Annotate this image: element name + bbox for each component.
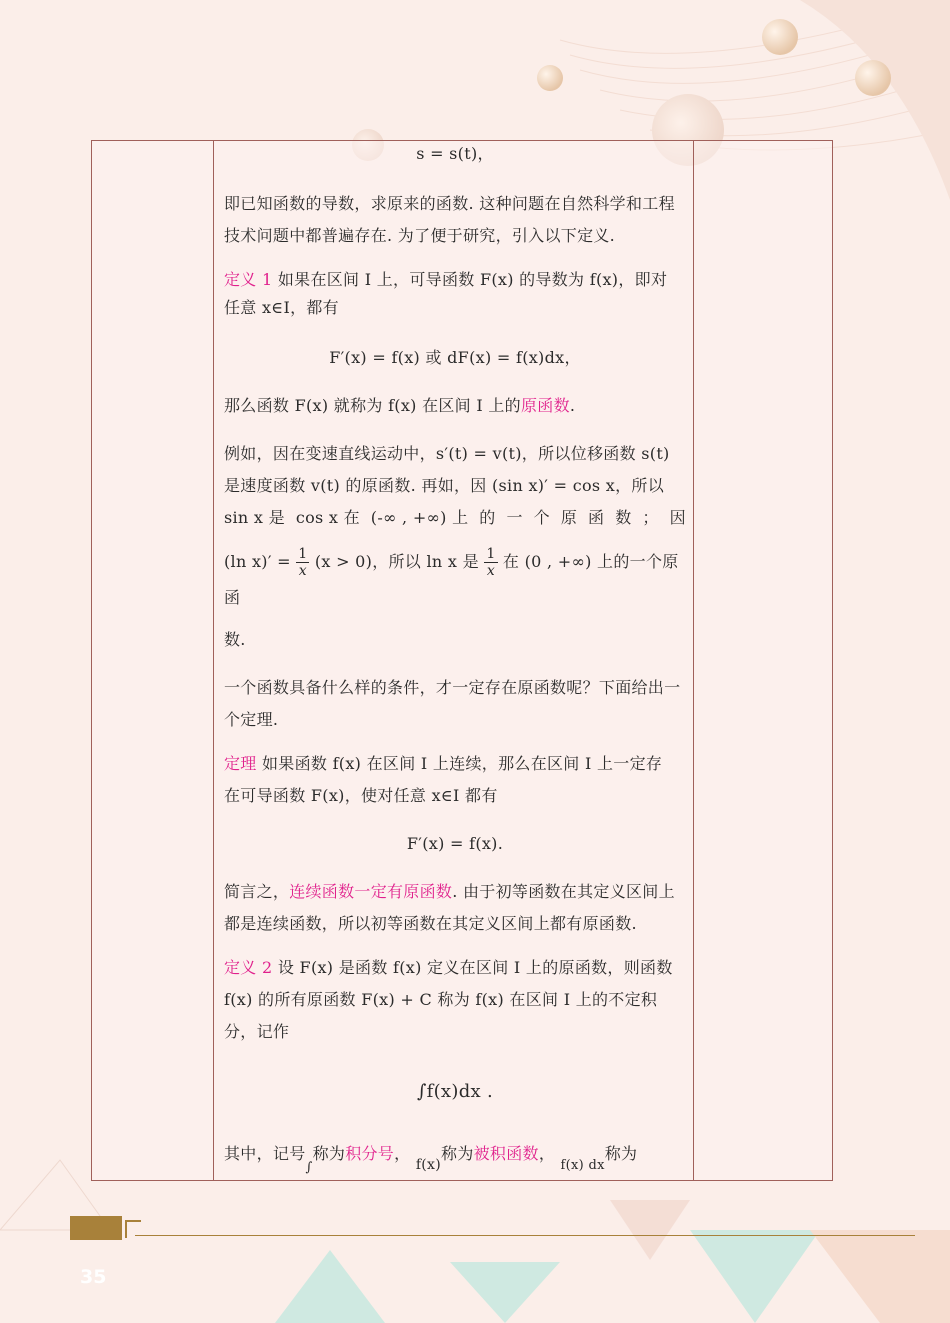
definition-2-line1: [224, 952, 686, 984]
definition-2-line3: 分，记作: [224, 1022, 290, 1041]
notation-text: ，: [394, 1144, 411, 1163]
integral-symbol: ∫: [305, 1160, 313, 1175]
example-line3-part: ；: [642, 508, 659, 527]
example-line2: 是速度函数 v(t) 的原函数. 再如，因 (sin x)′ = cos x，所以: [224, 476, 665, 495]
fraction-one-over-x-2: [484, 546, 497, 579]
main-content: [224, 140, 686, 1184]
example-line3-part: 原: [560, 508, 578, 527]
fraction-denominator: x: [298, 563, 307, 579]
fraction-numerator: 1: [486, 546, 496, 562]
theorem-block: [224, 748, 686, 860]
integrand-symbol: f(x): [415, 1157, 442, 1173]
definition-2-text: 设 F(x) 是函数 f(x) 定义在区间 I 上的原函数，则函数: [277, 958, 673, 977]
definition-1-label: 定义 1: [224, 270, 273, 289]
conclusion-text: 那么函数 F(x) 就称为 f(x) 在区间 I 上的: [224, 396, 521, 415]
definition-2-line2: f(x) 的所有原函数 F(x) + C 称为 f(x) 在区间 I 上的不定积: [224, 990, 658, 1009]
notation-text: 称为: [312, 1144, 346, 1163]
term-antiderivative: 原函数: [520, 396, 570, 415]
summary-text: . 由于初等函数在其定义区间上都是连续函数，所以初等函数在其定义区间上都有原函数.: [224, 882, 675, 933]
fraction-numerator: 1: [298, 546, 308, 562]
question-paragraph: 一个函数具备什么样的条件，才一定存在原函数呢？下面给出一个定理.: [224, 678, 681, 729]
column-divider-left: [213, 141, 214, 1180]
definition-2-formula: ∫f(x)dx .: [416, 1081, 494, 1102]
summary-prefix: 简言之，: [224, 882, 290, 901]
term-continuous-has-antiderivative: 连续函数一定有原函数: [289, 882, 453, 901]
definition-1-conclusion: [224, 390, 686, 422]
theorem-line2: 在可导函数 F(x)，使对任意 x∈I 都有: [224, 786, 498, 805]
example-line1: 例如，因在变速直线运动中，s′(t) = v(t)，所以位移函数 s(t): [224, 444, 670, 463]
notation-text: 称为: [604, 1144, 638, 1163]
example-line5: 数.: [224, 630, 246, 649]
example-line3-part: cos x 在: [295, 508, 360, 527]
conclusion-period: .: [569, 396, 576, 415]
theorem-label: 定理: [224, 754, 257, 773]
example-line3-part: 因: [669, 508, 686, 527]
notation-text: 称为: [441, 1144, 474, 1163]
ln-derivative: (ln x)′ =: [224, 552, 291, 571]
intro-paragraph: 即已知函数的导数，求原来的函数. 这种问题在自然科学和工程技术问题中都普遍存在. 为了便于研究，引入以下定义.: [224, 194, 675, 245]
example-line3-part: 的: [479, 508, 496, 527]
ln-condition: (x > 0)，所以 ln x 是: [314, 552, 479, 571]
notation-text: ，: [538, 1144, 556, 1163]
definition-2-label: 定义 2: [224, 958, 273, 977]
term-integrand: 被积函数: [473, 1144, 539, 1163]
theorem-text: 如果函数 f(x) 在区间 I 上连续，那么在区间 I 上一定存: [262, 754, 663, 773]
ln-interval: 在 (0 , +∞) 上的一个原函: [224, 552, 679, 607]
example-line3: [224, 502, 686, 534]
column-divider-right: [693, 141, 694, 1180]
definition-1: [224, 264, 686, 422]
summary-paragraph: [224, 876, 686, 940]
fraction-denominator: x: [486, 563, 496, 579]
integral-expression-symbol: f(x) dx: [560, 1158, 605, 1173]
definition-1-line2: 任意 x∈I，都有: [224, 298, 339, 317]
example-block: [224, 438, 686, 656]
formula-s: s = s(t)，: [416, 144, 494, 163]
definition-1-formula: F′(x) = f(x) 或 dF(x) = f(x)dx，: [329, 348, 581, 367]
page-number: 35: [80, 1266, 107, 1288]
footer-line: [135, 1235, 915, 1236]
notation-text: 其中，记号: [224, 1144, 306, 1163]
example-line3-part: 函: [588, 508, 605, 527]
definition-1-text: 如果在区间 I 上，可导函数 F(x) 的导数为 f(x)，即对: [277, 270, 668, 289]
footer-bar: [70, 1216, 122, 1240]
example-line3-part: (-∞ , +∞) 上: [370, 508, 469, 527]
example-line4: [224, 544, 686, 616]
theorem-line1: [224, 748, 686, 780]
example-line3-part: 个: [533, 508, 550, 527]
theorem-formula: F′(x) = f(x).: [406, 834, 504, 853]
example-line3-part: 数: [615, 508, 632, 527]
term-integral-sign: 积分号: [345, 1144, 395, 1163]
example-line3-part: sin x 是: [224, 508, 285, 527]
fraction-one-over-x: [296, 546, 309, 579]
example-line3-part: 一: [506, 508, 523, 527]
notation-paragraph: [224, 1138, 686, 1184]
definition-2: [224, 952, 686, 1108]
